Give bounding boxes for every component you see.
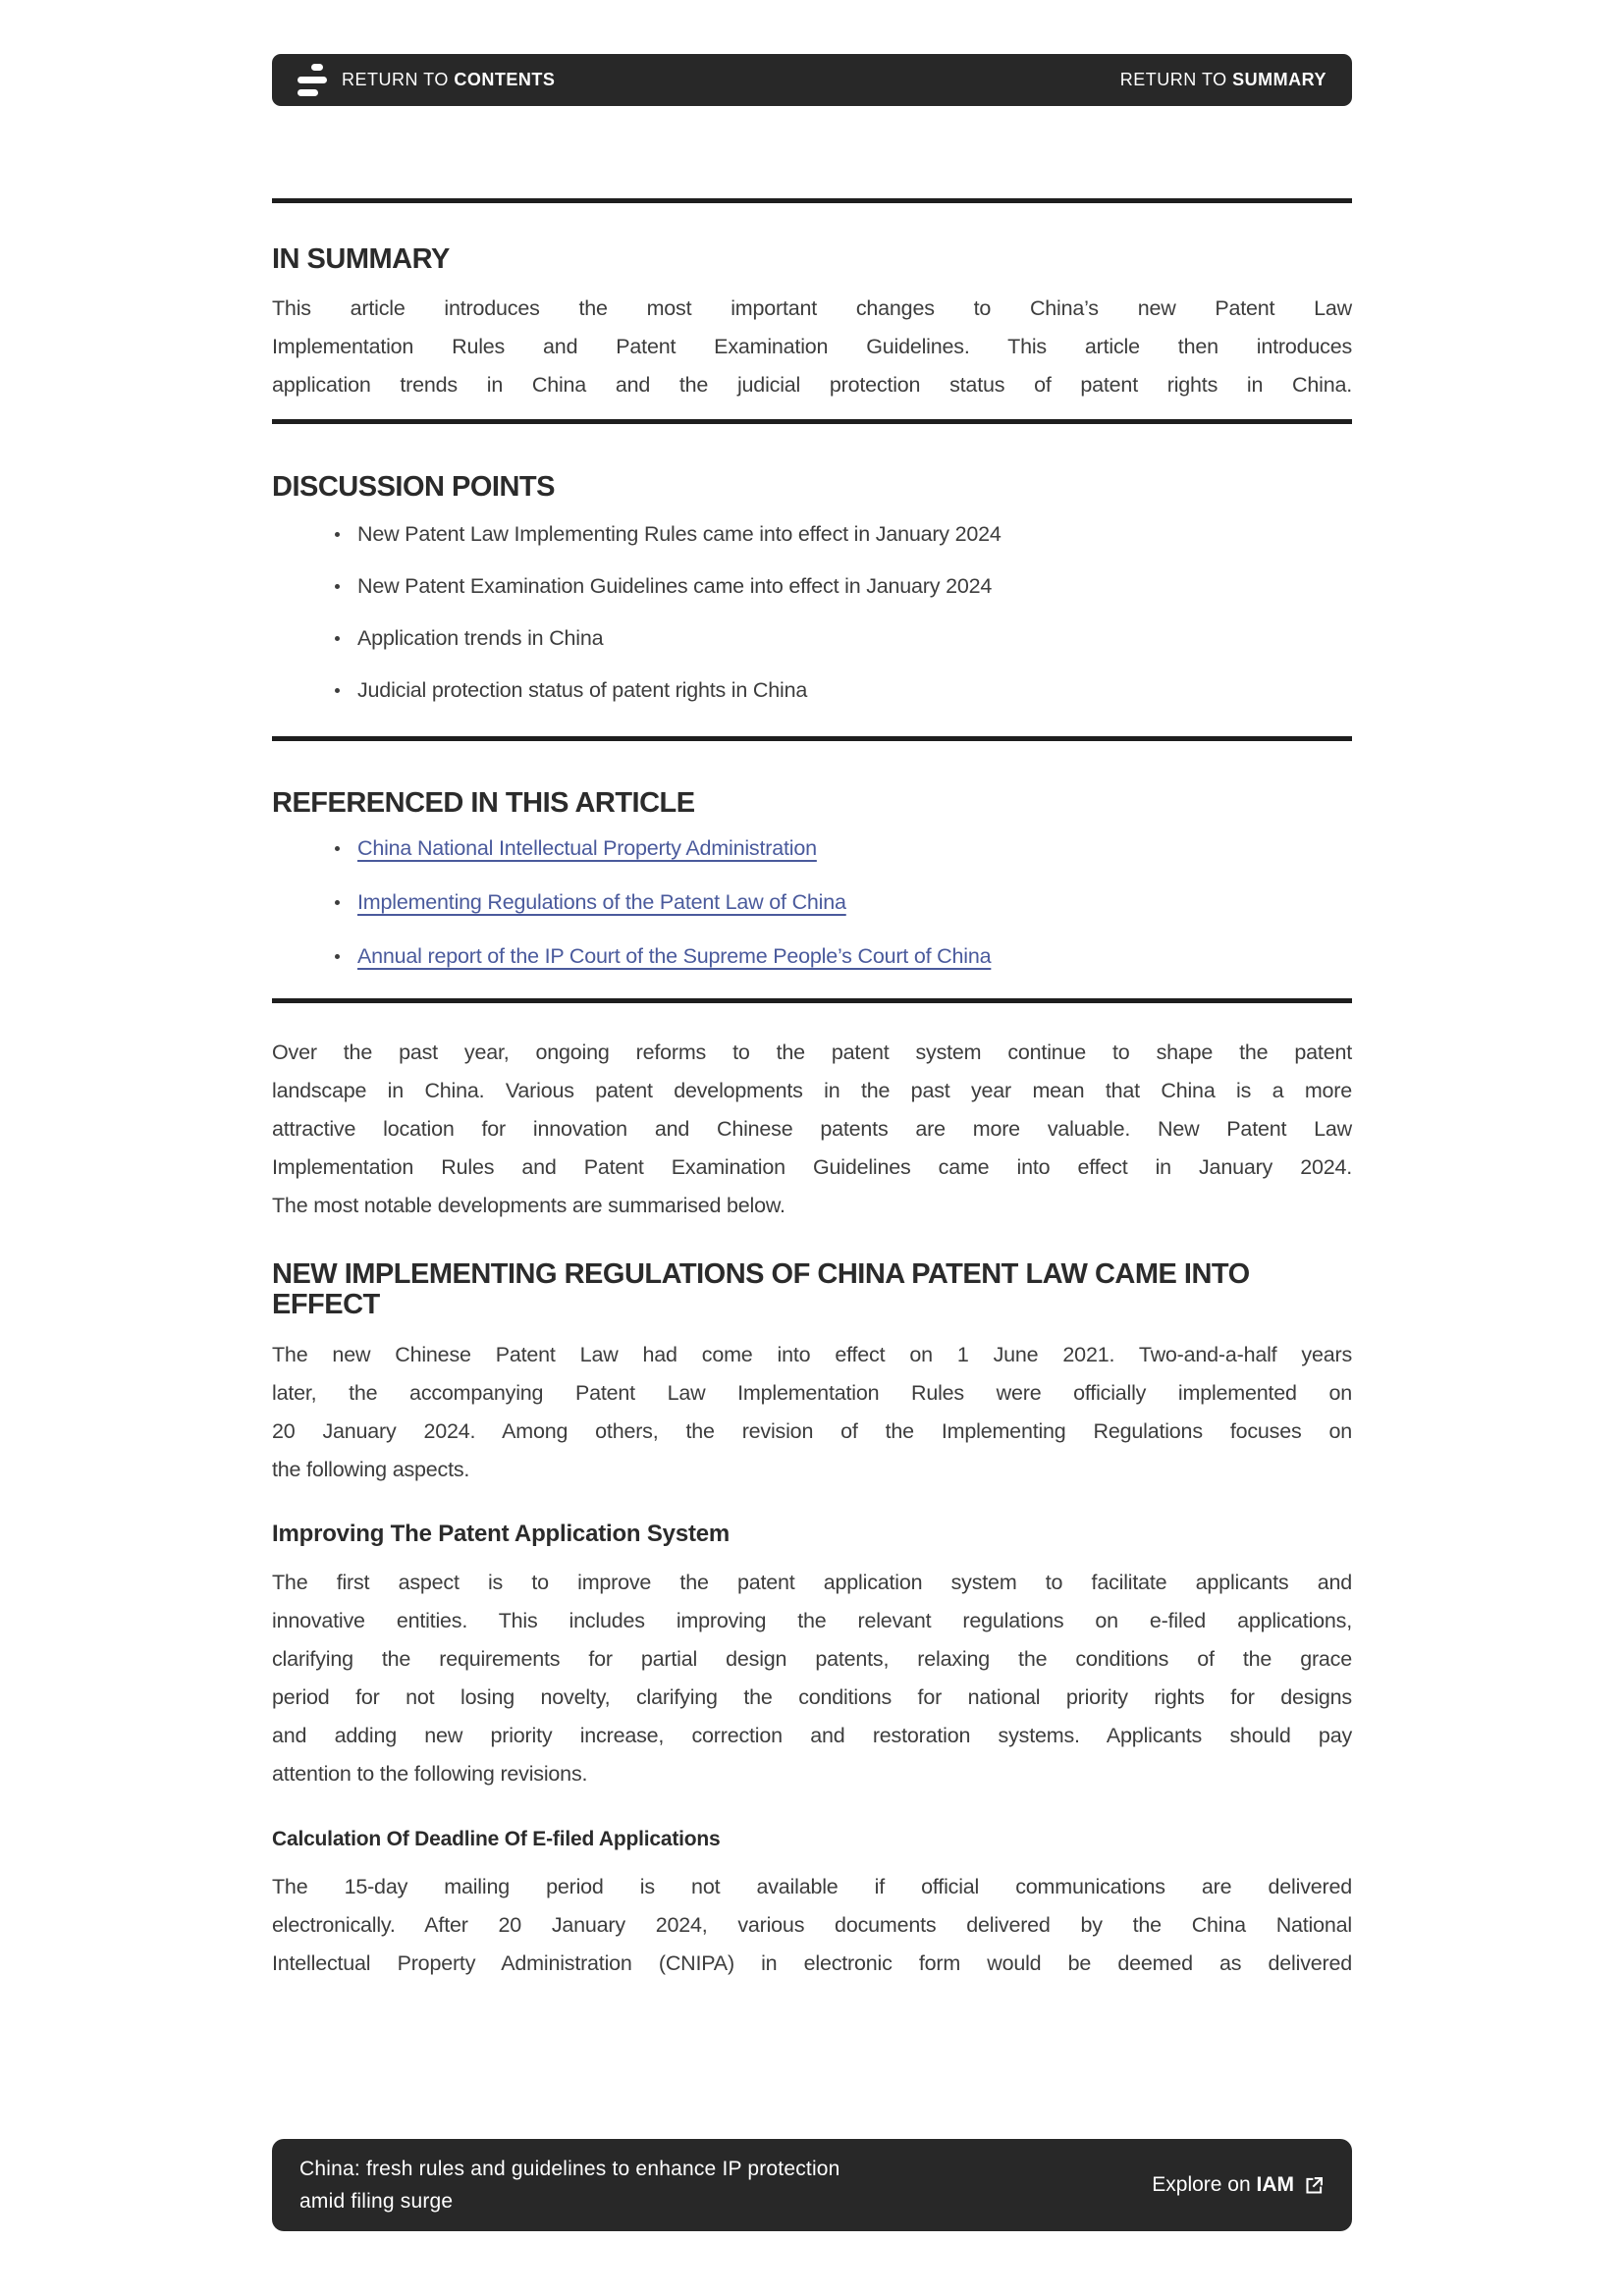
contents-list-icon [298, 64, 327, 96]
explore-label: Explore on IAM [1152, 2173, 1294, 2196]
list-item [335, 883, 1352, 922]
reference-link-cnipa[interactable]: China National Intellectual Property Administration [357, 836, 817, 860]
list-item: Judicial protection status of patent rights in China [335, 671, 1352, 710]
section-divider [272, 736, 1352, 741]
list-item: New Patent Examination Guidelines came into effect in January 2024 [335, 567, 1352, 606]
reference-link-annual-report[interactable]: Annual report of the IP Court of the Supreme People’s Court of China [357, 944, 992, 968]
footer-bar [272, 2139, 1352, 2231]
intro-paragraph: Over the past year, ongoing reforms to the patent system continue to shape the patent landscape in China. Various patent developments in the past year mean that China is a more attractive location for innovation and Chinese patents are more valuable. New Patent Law Implementation Rules and Patent Examination Guidelines came into effect in January 2024. The most notable developments are summarised below. [272, 1041, 1352, 1217]
bullet-icon [335, 900, 340, 905]
in-summary-text: This article introduces the most important changes to China’s new Patent Law Implementation Rules and Patent Examination Guidelines. This article then introduces application trends in China and the judicial protection status of patent rights in China. [272, 296, 1352, 397]
deadline-heading: Calculation Of Deadline Of E-filed Applications [272, 1828, 721, 1850]
bullet-icon [335, 584, 340, 589]
list-item: Application trends in China [335, 619, 1352, 658]
bullet-icon [335, 846, 340, 851]
top-nav-bar [272, 54, 1352, 106]
improving-system-heading: Improving The Patent Application System [272, 1521, 731, 1547]
section-divider [272, 419, 1352, 424]
improving-system-paragraph: The first aspect is to improve the patent application system to facilitate applicants and innovative entities. This includes improving the relevant regulations on e-filed applications, clarifying the requirements for partial design patents, relaxing the conditions of the grace period for not losing novelty, clarifying the conditions for national priority rights for designs and adding new priority increase, correction and restoration systems. Applicants should pay attention to the following revisions. [272, 1571, 1352, 1786]
bullet-icon [335, 954, 340, 959]
bullet-icon [335, 636, 340, 641]
reference-link-implementing-regulations[interactable]: Implementing Regulations of the Patent Law of China [357, 890, 846, 914]
return-to-contents-label: RETURN TO CONTENTS [342, 70, 556, 89]
new-regulations-heading: NEW IMPLEMENTING REGULATIONS OF CHINA PATENT LAW CAME INTO EFFECT [272, 1258, 1250, 1320]
article-title: China: fresh rules and guidelines to enhance IP protection amid filing surge [299, 2158, 840, 2213]
deadline-paragraph: The 15-day mailing period is not available if official communications are delivered electronically. After 20 January 2024, various documents delivered by the China National Intellectual Property Administration (CNIPA) in electronic form would be deemed as delivered [272, 1875, 1352, 1975]
section-divider [272, 998, 1352, 1003]
return-to-contents-button[interactable] [298, 64, 555, 96]
bullet-icon [335, 532, 340, 537]
new-regulations-paragraph: The new Chinese Patent Law had come into effect on 1 June 2021. Two-and-a-half years later, the accompanying Patent Law Implementation Rules were officially implemented on 20 January 2024. Among others, the revision of the Implementing Regulations focuses on the following aspects. [272, 1343, 1352, 1481]
in-summary-heading: IN SUMMARY [272, 243, 450, 275]
list-item: New Patent Law Implementing Rules came into effect in January 2024 [335, 515, 1352, 554]
discussion-points-list [272, 515, 1352, 710]
referenced-links-list [272, 829, 1352, 976]
bullet-icon [335, 688, 340, 693]
external-link-icon [1304, 2175, 1325, 2196]
section-divider [272, 198, 1352, 203]
discussion-points-heading: DISCUSSION POINTS [272, 471, 555, 503]
explore-on-iam-link[interactable] [1152, 2173, 1325, 2197]
list-item [335, 829, 1352, 868]
referenced-heading: REFERENCED IN THIS ARTICLE [272, 787, 695, 819]
list-item [335, 937, 1352, 976]
return-to-summary-button[interactable] [1120, 70, 1326, 90]
return-to-summary-label: RETURN TO SUMMARY [1119, 70, 1326, 89]
